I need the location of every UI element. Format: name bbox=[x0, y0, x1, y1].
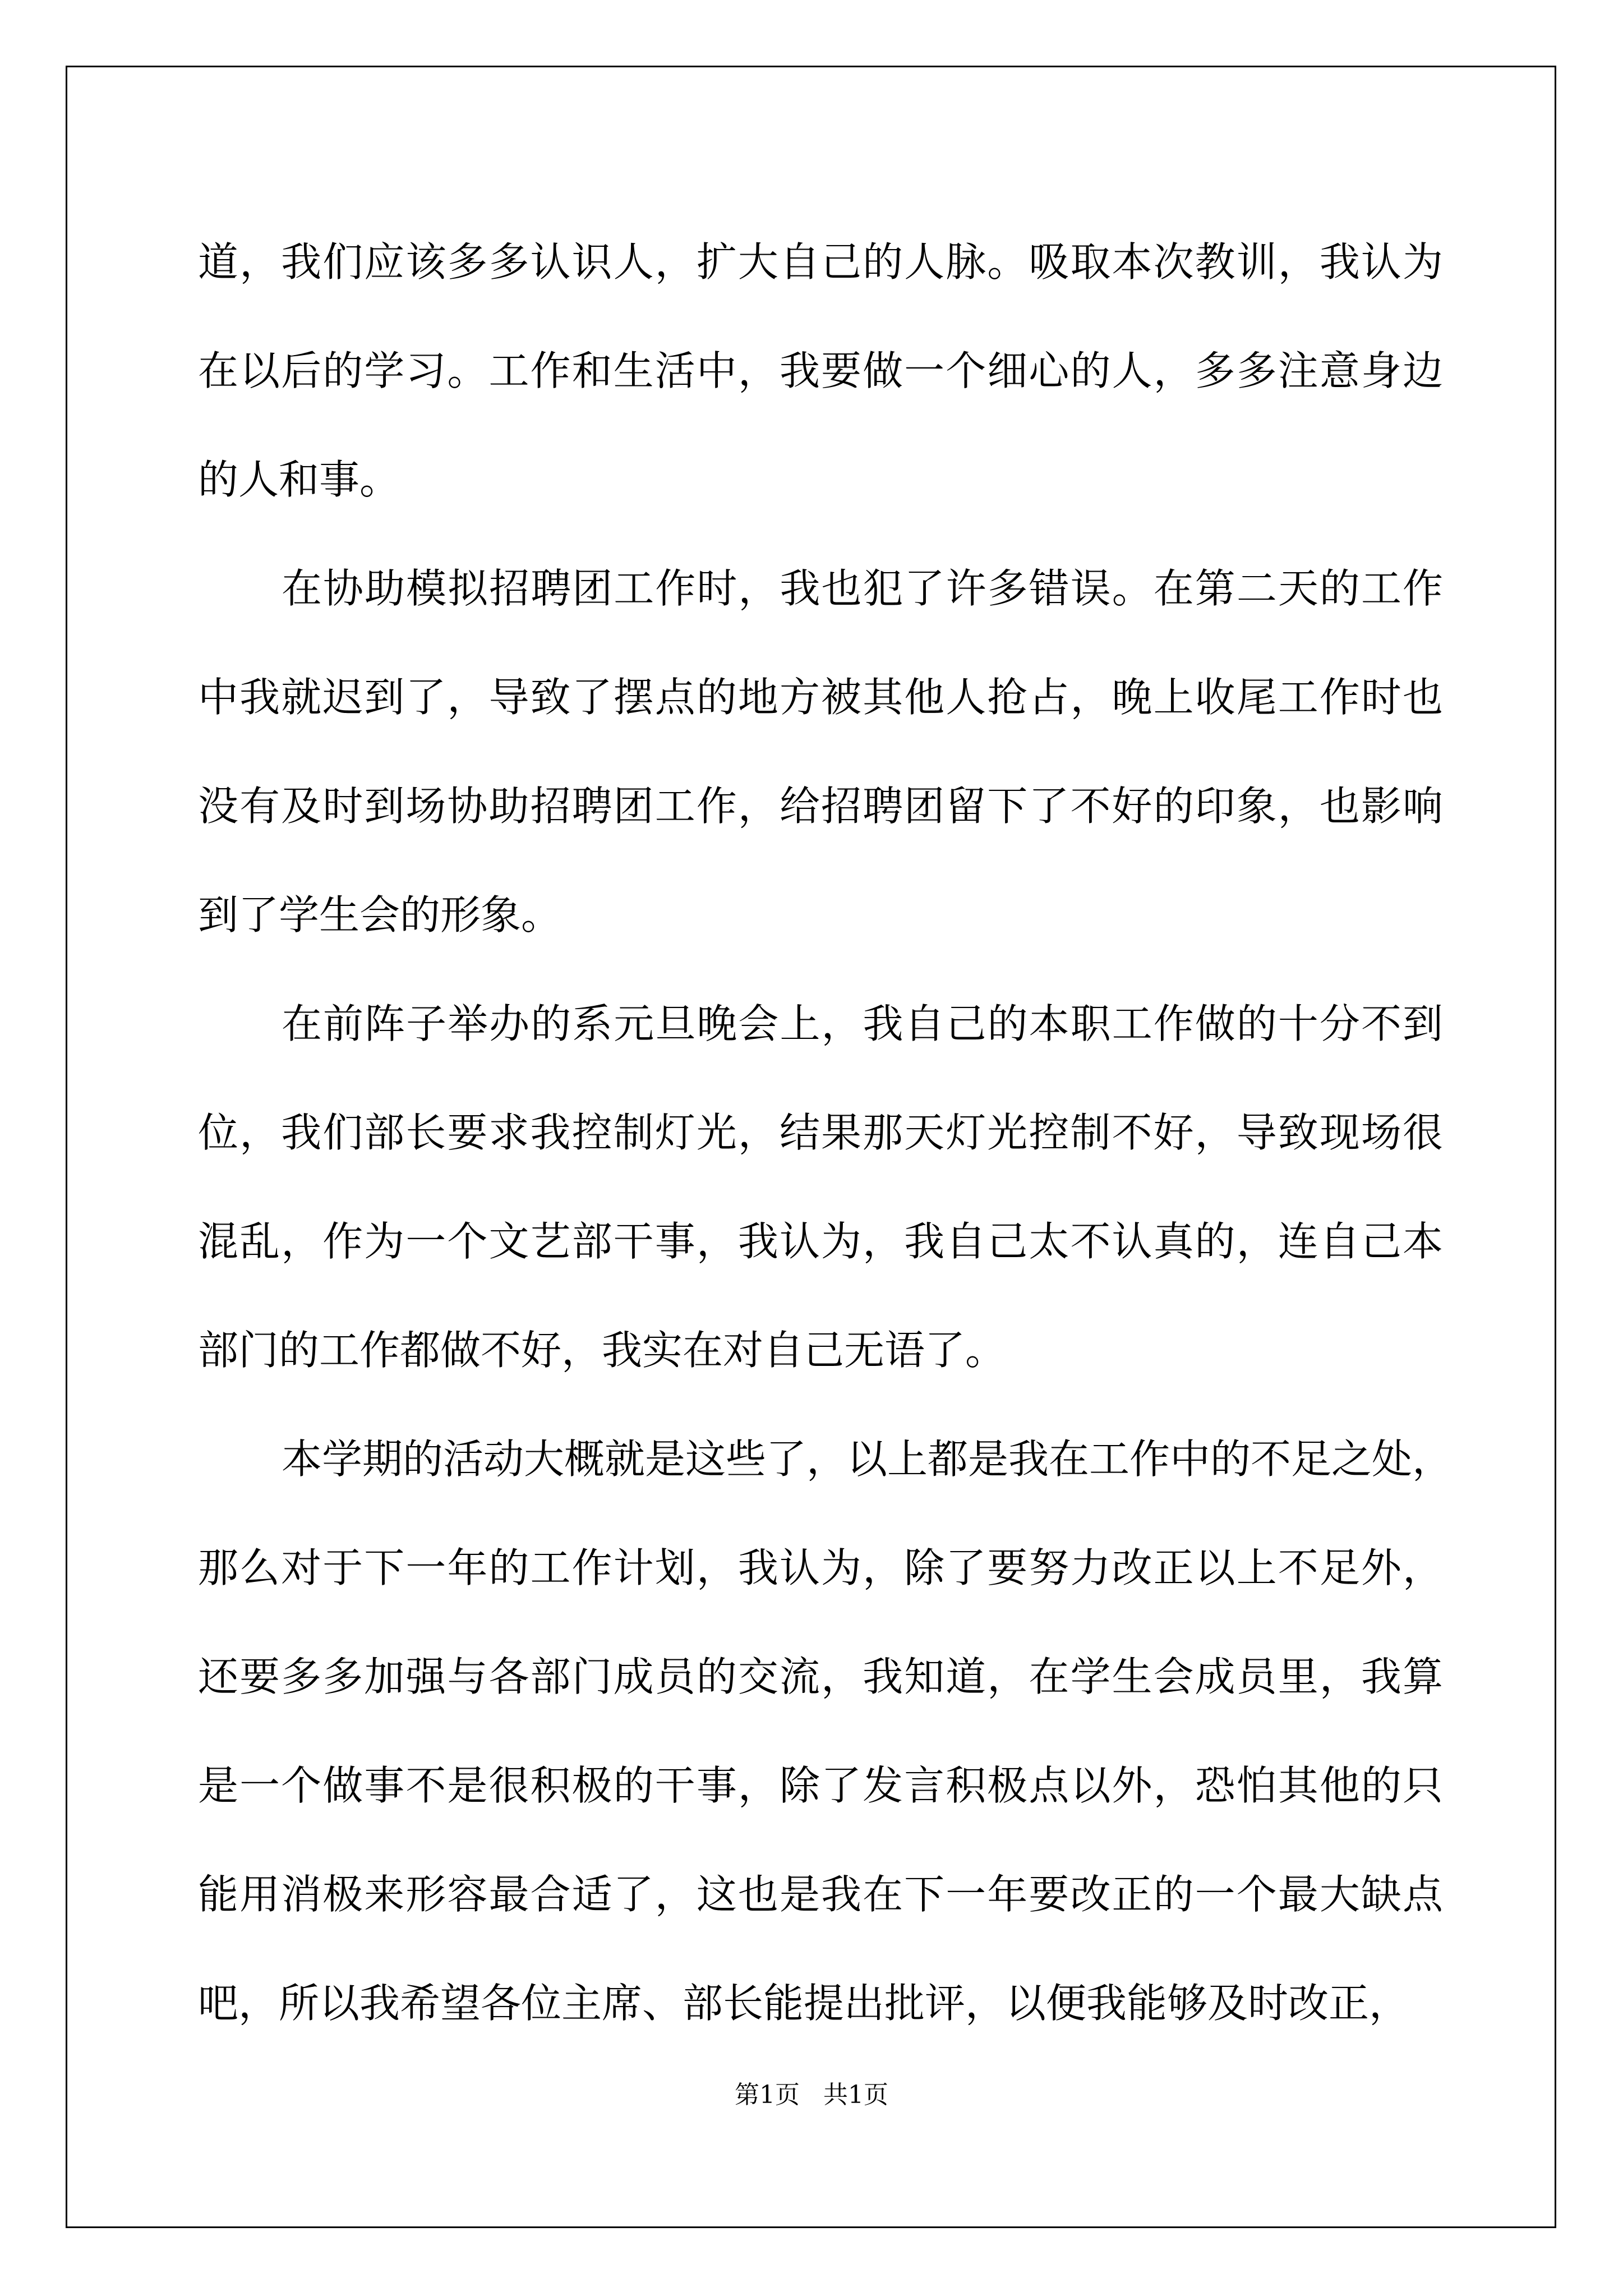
text-line: 位，我们部长要求我控制灯光，结果那天灯光控制不好，导致现场很 bbox=[198, 1109, 1443, 1156]
text-line: 中我就迟到了，导致了摆点的地方被其他人抢占，晚上收尾工作时也 bbox=[198, 674, 1443, 721]
text-line: 还要多多加强与各部门成员的交流，我知道，在学生会成员里，我算 bbox=[198, 1653, 1443, 1700]
text-line: 的人和事。 bbox=[198, 456, 400, 503]
text-line: 吧，所以我希望各位主席、部长能提出批评，以便我能够及时改正， bbox=[198, 1980, 1410, 2027]
text-line: 道，我们应该多多认识人，扩大自己的人脉。吸取本次教训，我认为 bbox=[198, 238, 1443, 286]
document-body bbox=[198, 208, 1453, 2058]
text-line: 那么对于下一年的工作计划，我认为，除了要努力改正以上不足外， bbox=[198, 1544, 1443, 1591]
text-line: 混乱，作为一个文艺部干事，我认为，我自己太不认真的，连自己本 bbox=[198, 1218, 1443, 1265]
text-line: 部门的工作都做不好，我实在对自己无语了。 bbox=[198, 1327, 1006, 1374]
text-line: 在前阵子举办的系元旦晚会上，我自己的本职工作做的十分不到 bbox=[282, 1000, 1443, 1047]
text-line: 是一个做事不是很积极的干事，除了发言积极点以外，恐怕其他的只 bbox=[198, 1762, 1443, 1809]
text-line: 在以后的学习。工作和生活中，我要做一个细心的人，多多注意身边 bbox=[198, 347, 1443, 394]
text-line: 没有及时到场协助招聘团工作，给招聘团留下了不好的印象，也影响 bbox=[198, 783, 1443, 830]
text-line: 到了学生会的形象。 bbox=[198, 891, 562, 938]
text-line: 本学期的活动大概就是这些了，以上都是我在工作中的不足之处， bbox=[282, 1435, 1453, 1483]
text-line: 能用消极来形容最合适了，这也是我在下一年要改正的一个最大缺点 bbox=[198, 1871, 1443, 1918]
page-footer: 第1页 共1页 bbox=[735, 2081, 888, 2109]
text-line: 在协助模拟招聘团工作时，我也犯了许多错误。在第二天的工作 bbox=[282, 565, 1443, 612]
